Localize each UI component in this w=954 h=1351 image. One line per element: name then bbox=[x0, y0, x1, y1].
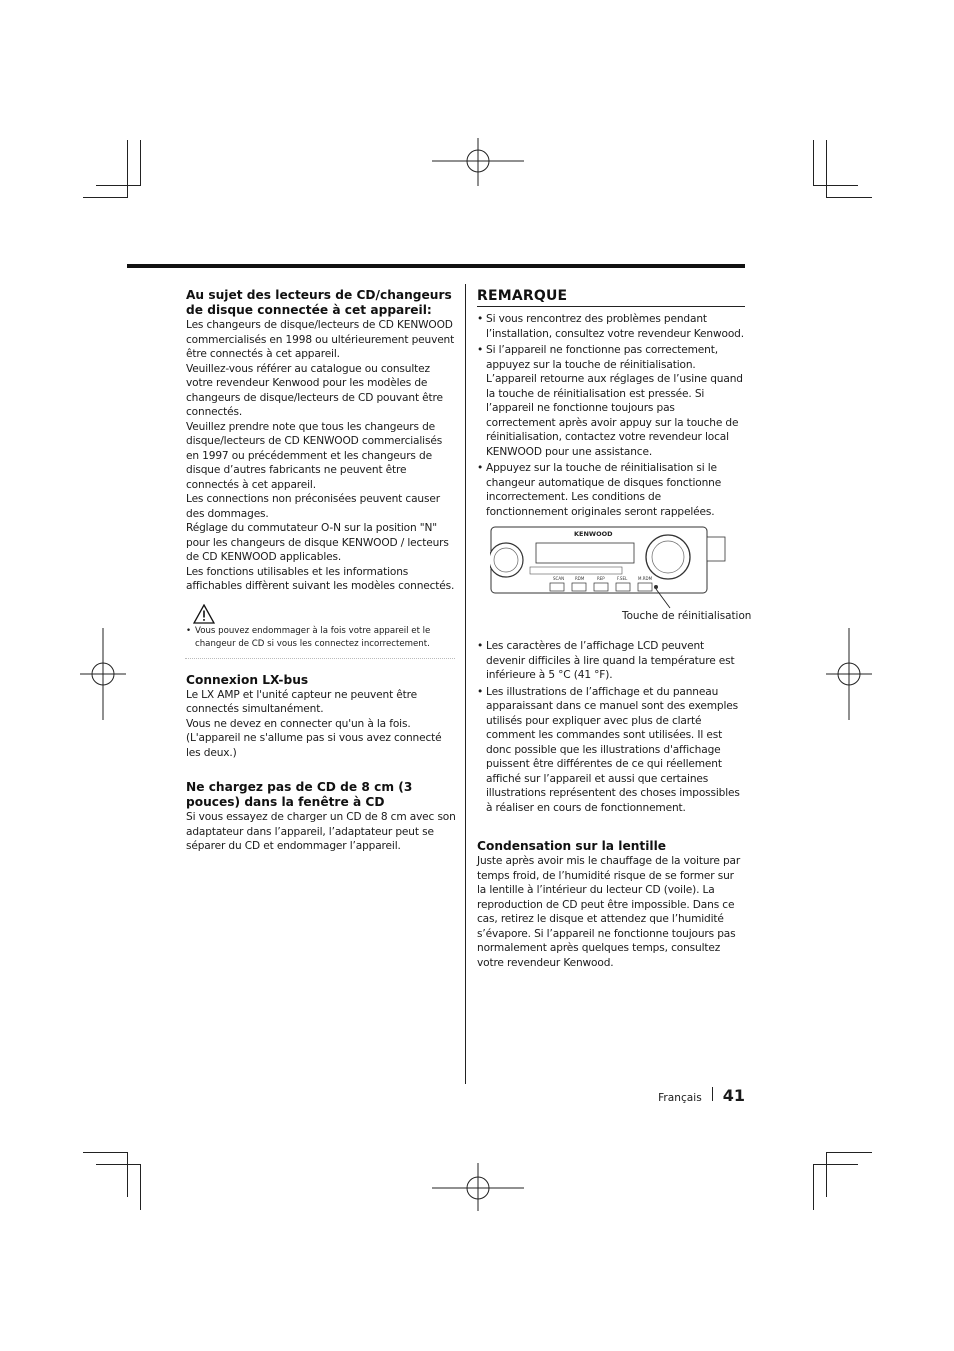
remarque-list-top bbox=[477, 312, 745, 519]
warning-note bbox=[186, 625, 456, 652]
section-heading-8cm-cd: Ne chargez pas de CD de 8 cm (3 pouces) dans la fenêtre à CD bbox=[186, 780, 413, 809]
crop-mark bbox=[826, 1152, 827, 1197]
list-item: • Les illustrations de l’affichage et du panneau apparaissant dans ce manuel sont des exemples utilisés pour expliquer avec plus de clarté comment les commandes sont utilisées. Il est donc possible que les illustrations d'affichage puissent être différentes de ce qui réellement affiché sur l’appareil et aussi que certaines illustrations représentent des choses impossibles à réaliser en cours de fonctionnement. bbox=[477, 685, 745, 816]
faceplate-drawing bbox=[490, 525, 730, 609]
paragraph: Les fonctions utilisables et les informations affichables diffèrent suivant les modèles connectés. bbox=[186, 565, 455, 592]
header-rule bbox=[127, 264, 745, 268]
crop-mark bbox=[127, 1152, 128, 1197]
paragraph: Si vous essayez de charger un CD de 8 cm avec son adaptateur dans l’appareil, l’adaptateur peut se séparer du CD et endommager l’appareil. bbox=[186, 811, 456, 852]
registration-mark-bottom bbox=[432, 1163, 524, 1211]
paragraph: Le LX AMP et l'unité capteur ne peuvent être connectés simultanément. bbox=[186, 688, 418, 715]
section-heading-lx-bus: Connexion LX-bus bbox=[186, 672, 309, 687]
car-stereo-illustration bbox=[490, 525, 752, 622]
button-label: REP bbox=[597, 576, 605, 581]
button-label: F.SEL bbox=[617, 576, 628, 581]
button-label: SCAN bbox=[553, 576, 565, 581]
paragraph: Réglage du commutateur O-N sur la position "N" pour les changeurs de disque KENWOOD / lecteurs de CD KENWOOD applicables. bbox=[186, 522, 449, 563]
crop-mark bbox=[826, 1152, 872, 1153]
paragraph: Juste après avoir mis le chauffage de la voiture par temps froid, de l’humidité risque de se former sur la lentille à l’intérieur du lecteur CD (voile). La reproduction de CD peut être impossible. Dans ce cas, retirez le disque et attendez que l’humidité s’évapore. Si l’appareil ne fonctionne toujours pas normalement après quelques temps, consultez votre revendeur Kenwood. bbox=[477, 855, 741, 969]
figure-caption: Touche de réinitialisation bbox=[622, 610, 752, 622]
button-label: M.RDM bbox=[638, 576, 653, 581]
paragraph: Vous ne devez en connecter qu'un à la fois. (L'appareil ne s'allume pas si vous avez connecté les deux.) bbox=[186, 717, 442, 759]
page-number: 41 bbox=[722, 1086, 745, 1105]
crop-mark bbox=[83, 197, 128, 198]
crop-mark bbox=[140, 140, 141, 185]
crop-mark bbox=[813, 185, 858, 186]
paragraph: Veuillez prendre note que tous les changeurs de disque/lecteurs de CD KENWOOD commercialisés en 1997 ou précédemment et les changeurs de disque d’autres fabricants ne peuvent être connectés à cet appareil. bbox=[186, 420, 443, 491]
footer-language: Français bbox=[658, 1092, 702, 1104]
remarque-list-bottom bbox=[477, 639, 745, 815]
left-column bbox=[186, 288, 456, 854]
button-label: RDM bbox=[575, 576, 585, 581]
paragraph: Veuillez-vous référer au catalogue ou consultez votre revendeur Kenwood pour les modèles de changeurs de disque/lecteurs de CD pouvant être connectés. bbox=[186, 362, 443, 418]
section-heading-condensation: Condensation sur la lentille bbox=[477, 839, 667, 853]
warning-note-text: • Vous pouvez endommager à la fois votre appareil et le changeur de CD si vous les connectez incorrectement. bbox=[186, 625, 456, 652]
crop-mark bbox=[813, 140, 814, 185]
column-divider bbox=[465, 284, 466, 1084]
brand-logo: KENWOOD bbox=[574, 530, 613, 538]
section-body-cd-changers bbox=[186, 318, 456, 594]
crop-mark bbox=[96, 185, 141, 186]
paragraph: Les connections non préconisées peuvent causer des dommages. bbox=[186, 493, 440, 520]
crop-mark bbox=[96, 1164, 141, 1165]
crop-mark bbox=[83, 1152, 128, 1153]
reset-button-marker bbox=[654, 585, 658, 589]
registration-mark-right bbox=[826, 628, 872, 720]
remarque-heading: REMARQUE bbox=[477, 288, 745, 307]
crop-mark bbox=[813, 1164, 858, 1165]
divider bbox=[185, 658, 455, 660]
crop-mark bbox=[826, 197, 872, 198]
registration-mark-left bbox=[80, 628, 126, 720]
registration-mark-top bbox=[432, 138, 524, 186]
page-footer bbox=[658, 1086, 745, 1105]
list-item: • Appuyez sur la touche de réinitialisation si le changeur automatique de disques fonctionne incorrectement. Les conditions de fonctionnement originales seront rappelées. bbox=[477, 461, 745, 519]
crop-mark bbox=[127, 140, 128, 198]
list-item: • Les caractères de l’affichage LCD peuvent devenir difficiles à lire quand la température est inférieure à 5 °C (41 °F). bbox=[477, 639, 745, 683]
section-heading-cd-changers: Au sujet des lecteurs de CD/changeurs de disque connectée à cet appareil: bbox=[186, 288, 452, 317]
list-item: • Si vous rencontrez des problèmes pendant l’installation, consultez votre revendeur Kenwood. bbox=[477, 312, 745, 341]
list-item: • Si l’appareil ne fonctionne pas correctement, appuyez sur la touche de réinitialisation. L’appareil retourne aux réglages de l’usine quand la touche de réinitialisation est pressée. Si l’appareil ne fonctionne toujours pas correctement après avoir appuy sur la touche de réinitialisation, contactez votre revendeur local KENWOOD pour une assistance. bbox=[477, 343, 745, 459]
crop-mark bbox=[140, 1164, 141, 1210]
right-column bbox=[477, 288, 752, 970]
warning-icon bbox=[193, 604, 215, 624]
crop-mark bbox=[813, 1164, 814, 1210]
paragraph: Les changeurs de disque/lecteurs de CD KENWOOD commercialisés en 1998 ou ultérieurement peuvent être connectés à cet appareil. bbox=[186, 319, 455, 360]
crop-mark bbox=[826, 140, 827, 198]
footer-separator bbox=[712, 1087, 713, 1101]
